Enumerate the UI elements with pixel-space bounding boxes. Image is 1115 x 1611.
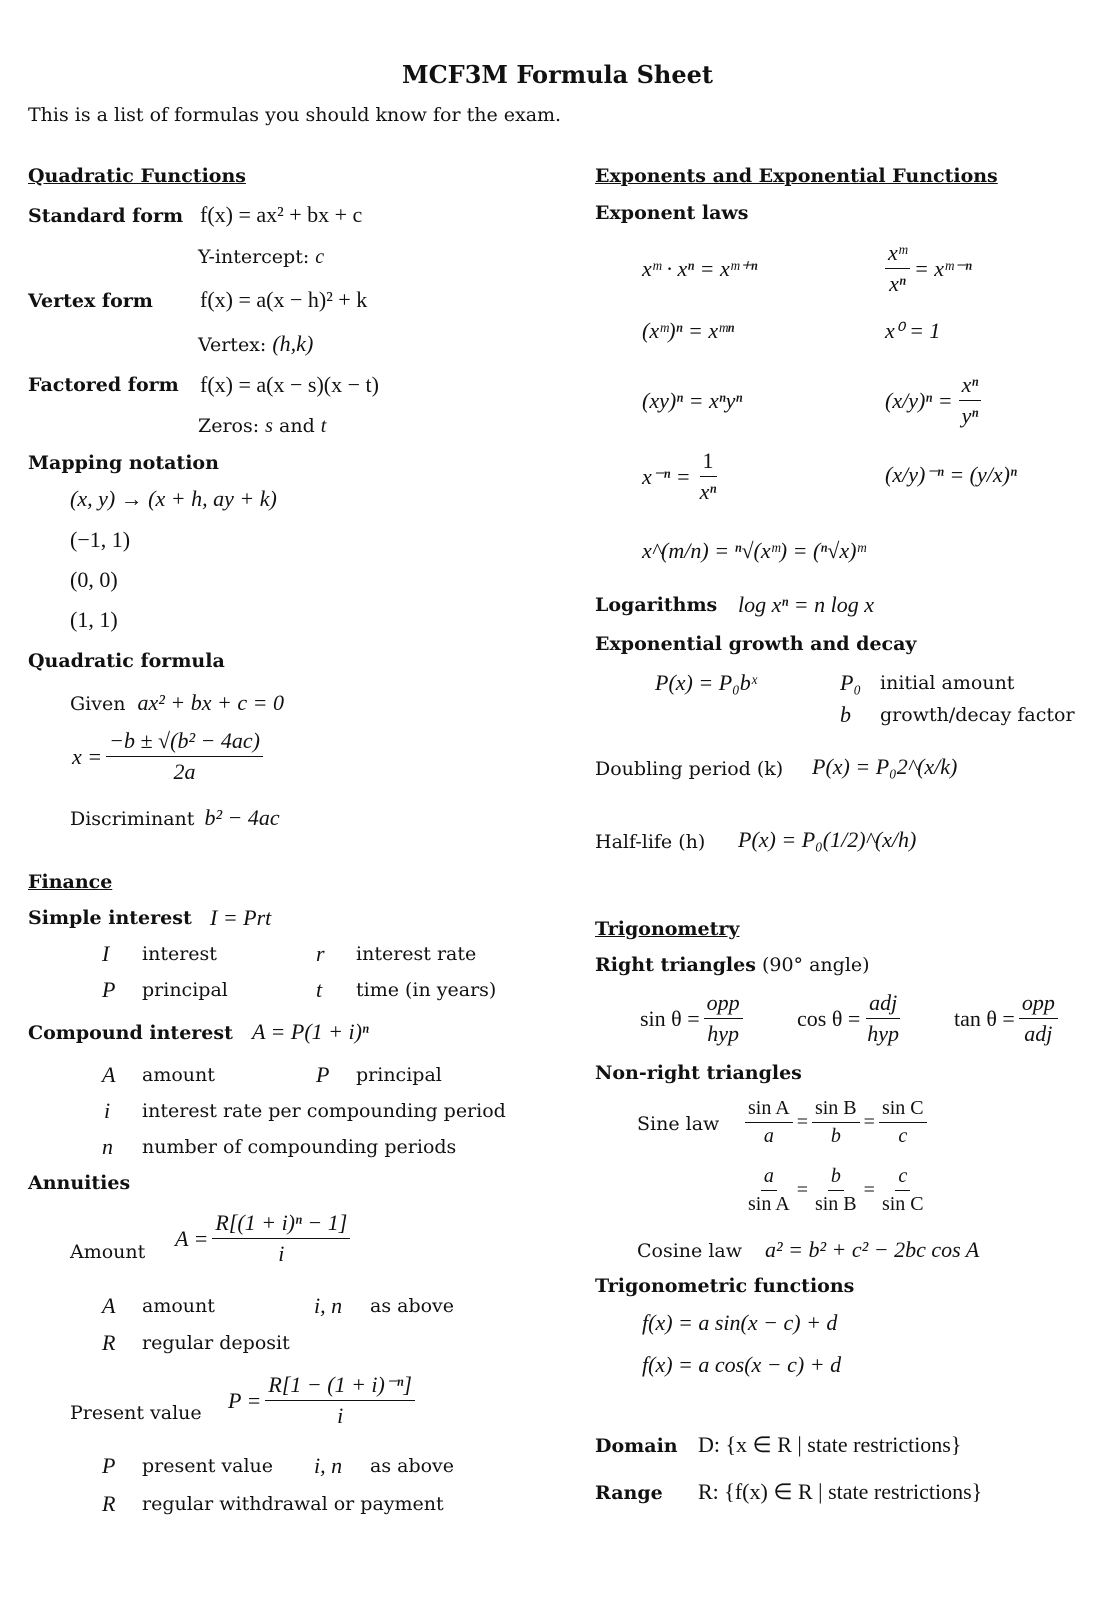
zeros-and: and <box>279 415 315 437</box>
present-value-label: Present value <box>70 1402 202 1424</box>
vertex-point-row <box>198 331 313 357</box>
pv-denominator: i <box>337 1403 344 1428</box>
domain-label: Domain <box>595 1435 678 1457</box>
var-symbol: A <box>102 1293 116 1318</box>
annuities-label: Annuities <box>28 1172 131 1194</box>
sine-law-frac-a <box>745 1165 793 1216</box>
trig-function-cosine: f(x) = a cos(x − c) + d <box>642 1352 842 1377</box>
pv-numerator: R[1 − (1 + i)⁻ⁿ] <box>265 1372 415 1401</box>
law2-rhs: = xᵐ⁻ⁿ <box>913 255 972 281</box>
var-desc: amount <box>142 1064 215 1086</box>
sine-law-den: sin B <box>814 1193 857 1215</box>
given-row <box>70 690 284 716</box>
law6-numerator: xⁿ <box>959 372 982 401</box>
sine-law-den: sin C <box>881 1193 924 1215</box>
page-title: MCF3M Formula Sheet <box>402 60 713 89</box>
given-equation: ax² + bx + c = 0 <box>137 690 284 715</box>
sine-law-num: a <box>761 1165 777 1191</box>
var-desc: regular withdrawal or payment <box>142 1493 444 1515</box>
half-life-formula: P(x) = P₀(1/2)^(x/h) <box>738 827 917 852</box>
sine-law-frac-a <box>745 1097 793 1148</box>
cos-numerator: adj <box>866 990 900 1019</box>
trigonometry-heading: Trigonometry <box>595 918 740 940</box>
mapping-point: (0, 0) <box>70 567 118 592</box>
sine-law-frac-b <box>812 1097 860 1148</box>
var-symbol: R <box>102 1491 116 1516</box>
var-desc: growth/decay factor <box>880 704 1075 726</box>
compound-interest-formula: A = P(1 + i)ⁿ <box>252 1019 369 1044</box>
mapping-point: (−1, 1) <box>70 527 131 552</box>
var-desc: time (in years) <box>356 979 497 1001</box>
sine-law-row1: $\frac{\text{sin A}}{a}$ = $\frac{\text{sin B}}{b}$ = $\frac{\text{sin C}}{c}$ <box>745 1097 927 1148</box>
qf-lhs: x = <box>72 743 103 769</box>
sin-denominator: hyp <box>707 1021 739 1046</box>
var-desc: interest rate <box>356 943 477 965</box>
vertex-form-label: Vertex form <box>28 290 153 312</box>
var-desc: number of compounding periods <box>142 1136 457 1158</box>
law6-denominator: yⁿ <box>961 403 979 428</box>
var-symbol: I <box>102 941 110 966</box>
amount-label: Amount <box>70 1241 146 1263</box>
given-label: Given <box>70 693 126 715</box>
var-symbol: P₀ <box>840 670 862 695</box>
law6-fraction <box>959 372 982 429</box>
var-symbol: n <box>102 1134 113 1159</box>
standard-form-formula: f(x) = ax² + bx + c <box>200 202 363 227</box>
sine-law-label: Sine law <box>637 1113 720 1135</box>
compound-interest-label: Compound interest <box>28 1022 233 1044</box>
tan-numerator: opp <box>1019 990 1058 1019</box>
qf-numerator: −b ± √(b² − 4ac) <box>106 728 263 757</box>
discriminant-label: Discriminant <box>70 808 195 830</box>
right-triangles-row <box>595 954 870 976</box>
intro-text: This is a list of formulas you should know for the exam. <box>28 104 562 126</box>
zeros-t: t <box>320 415 327 437</box>
var-symbol: r <box>316 941 325 966</box>
law7-numerator: 1 <box>700 448 717 477</box>
sin-lhs: sin θ = <box>640 1005 700 1031</box>
law7-fraction <box>697 448 720 505</box>
amount-fraction <box>212 1210 350 1267</box>
sine-law-frac-c <box>879 1165 927 1216</box>
trig-function-sine: f(x) = a sin(x − c) + d <box>642 1310 838 1335</box>
mapping-rule: (x, y) → (x + h, ay + k) <box>70 486 277 511</box>
trig-functions-label: Trigonometric functions <box>595 1275 855 1297</box>
amount-denominator: i <box>278 1241 285 1266</box>
var-desc: present value <box>142 1455 274 1477</box>
vertex-point-value: (h,k) <box>272 331 314 356</box>
right-triangles-note: (90° angle) <box>761 954 870 976</box>
y-intercept-row <box>198 246 324 269</box>
sine-law-num: b <box>828 1165 844 1191</box>
exponent-law-product: xᵐ · xⁿ = xᵐ⁺ⁿ <box>642 256 758 281</box>
sine-law-den: sin A <box>748 1193 790 1215</box>
sine-law-num: c <box>895 1165 910 1191</box>
domain-value: D: {x ∈ R | state restrictions} <box>698 1432 962 1457</box>
sin-numerator: opp <box>704 990 743 1019</box>
exponents-heading: Exponents and Exponential Functions <box>595 165 998 187</box>
var-desc: regular deposit <box>142 1332 290 1354</box>
present-value-formula <box>228 1372 415 1429</box>
sine-law-num: sin A <box>745 1097 793 1123</box>
var-desc: initial amount <box>880 672 1015 694</box>
sine-law-num: sin C <box>879 1097 927 1123</box>
doubling-period-label: Doubling period (k) <box>595 758 784 780</box>
zeros-label: Zeros: <box>198 415 260 437</box>
simple-interest-label: Simple interest <box>28 907 192 929</box>
discriminant-row <box>70 805 280 831</box>
var-desc: interest <box>142 943 217 965</box>
var-symbol: t <box>316 977 323 1002</box>
exponent-law-quotient <box>885 240 972 297</box>
mapping-label: Mapping notation <box>28 452 219 474</box>
pv-lhs: P = <box>228 1387 262 1413</box>
exponent-law-zero: x⁰ = 1 <box>885 318 941 343</box>
cos-lhs: cos θ = <box>797 1005 861 1031</box>
var-desc: amount <box>142 1295 215 1317</box>
law7-lhs: x⁻ⁿ = <box>642 463 691 489</box>
quadratic-heading: Quadratic Functions <box>28 165 246 187</box>
var-desc: interest rate per compounding period <box>142 1100 506 1122</box>
exponent-law-product-power: (xy)ⁿ = xⁿyⁿ <box>642 388 743 413</box>
exponent-law-rational: x^(m/n) = ⁿ√(xᵐ) = (ⁿ√x)ᵐ <box>642 538 866 563</box>
var-desc: principal <box>142 979 228 1001</box>
growth-decay-formula: P(x) = P₀bˣ <box>655 670 757 695</box>
var-symbol: i, n <box>314 1293 343 1318</box>
var-symbol: i <box>104 1098 111 1123</box>
var-symbol: b <box>840 702 851 727</box>
tan-denominator: adj <box>1024 1021 1053 1046</box>
law2-numerator: xᵐ <box>885 240 910 269</box>
half-life-label: Half-life (h) <box>595 831 706 853</box>
amount-numerator: R[(1 + i)ⁿ − 1] <box>212 1210 350 1239</box>
growth-decay-label: Exponential growth and decay <box>595 633 917 655</box>
amount-lhs: A = <box>175 1225 209 1251</box>
vertex-point-label: Vertex: <box>198 334 267 356</box>
law2-fraction <box>885 240 910 297</box>
var-symbol: i, n <box>314 1453 343 1478</box>
sine-law-row2: $\frac{a}{\text{sin A}}$ = $\frac{b}{\text{sin B}}$ = $\frac{c}{\text{sin C}}$ <box>745 1165 927 1216</box>
qf-fraction <box>106 728 263 785</box>
sine-law-den: a <box>763 1125 774 1147</box>
pv-fraction <box>265 1372 415 1429</box>
logarithms-label: Logarithms <box>595 594 718 616</box>
law7-denominator: xⁿ <box>699 479 717 504</box>
non-right-triangles-label: Non-right triangles <box>595 1062 802 1084</box>
cosine-law-label: Cosine law <box>637 1240 742 1262</box>
tan-fraction <box>1019 990 1058 1047</box>
exponent-law-negative-quotient: (x/y)⁻ⁿ = (y/x)ⁿ <box>885 462 1017 487</box>
var-desc: principal <box>356 1064 442 1086</box>
sine-law-den: b <box>830 1125 841 1147</box>
var-desc: as above <box>370 1295 455 1317</box>
exponent-law-power: (xᵐ)ⁿ = xᵐⁿ <box>642 318 735 343</box>
cos-denominator: hyp <box>867 1021 900 1046</box>
cos-fraction <box>864 990 902 1047</box>
exponent-laws-label: Exponent laws <box>595 202 749 224</box>
standard-form-label: Standard form <box>28 205 184 227</box>
cosine-law-formula: a² = b² + c² − 2bc cos A <box>765 1237 980 1262</box>
law6-lhs: (x/y)ⁿ = <box>885 387 953 413</box>
simple-interest-formula: I = Prt <box>210 905 272 930</box>
finance-heading: Finance <box>28 871 113 893</box>
zeros-s: s <box>265 415 273 437</box>
zeros-row <box>198 415 326 438</box>
sine-law-den: c <box>898 1125 908 1147</box>
var-symbol: R <box>102 1330 116 1355</box>
sine-law-frac-c <box>879 1097 927 1148</box>
cosine-ratio <box>797 990 902 1047</box>
tangent-ratio <box>954 990 1058 1047</box>
discriminant-value: b² − 4ac <box>204 805 280 830</box>
y-intercept-value: c <box>315 246 325 268</box>
sine-ratio <box>640 990 743 1047</box>
factored-form-formula: f(x) = a(x − s)(x − t) <box>200 372 379 397</box>
exponent-law-quotient-power <box>885 372 981 429</box>
annuity-amount-formula <box>175 1210 350 1267</box>
factored-form-label: Factored form <box>28 374 179 396</box>
var-desc: as above <box>370 1455 455 1477</box>
var-symbol: P <box>102 1453 116 1478</box>
mapping-point: (1, 1) <box>70 607 118 632</box>
var-symbol: P <box>316 1062 330 1087</box>
range-label: Range <box>595 1482 663 1504</box>
law2-denominator: xⁿ <box>889 271 906 296</box>
quadratic-formula <box>72 728 263 785</box>
quadratic-formula-label: Quadratic formula <box>28 650 225 672</box>
range-value: R: {f(x) ∈ R | state restrictions} <box>698 1479 983 1504</box>
logarithm-formula: log xⁿ = n log x <box>738 592 875 617</box>
sine-law-frac-b <box>812 1165 860 1216</box>
doubling-period-formula: P(x) = P₀2^(x/k) <box>812 754 958 779</box>
var-symbol: P <box>102 977 116 1002</box>
tan-lhs: tan θ = <box>954 1005 1015 1031</box>
sin-fraction <box>704 990 743 1047</box>
right-triangles-label: Right triangles <box>595 954 756 976</box>
var-symbol: A <box>102 1062 116 1087</box>
exponent-law-negative <box>642 448 719 505</box>
qf-denominator: 2a <box>173 759 196 784</box>
y-intercept-label: Y-intercept: <box>198 246 310 268</box>
vertex-form-formula: f(x) = a(x − h)² + k <box>200 287 368 312</box>
sine-law-num: sin B <box>812 1097 860 1123</box>
